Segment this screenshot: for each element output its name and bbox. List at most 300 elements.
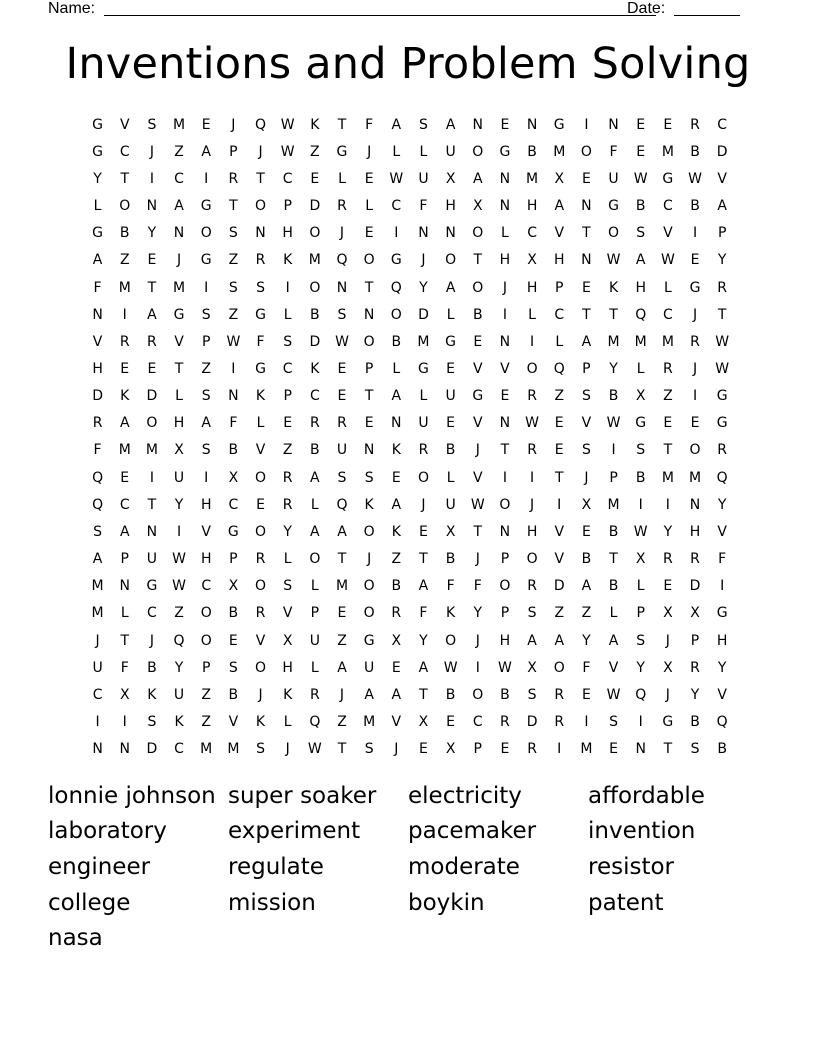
grid-letter: R [92,415,103,432]
grid-letter: P [636,605,645,622]
grid-letter: P [283,198,292,215]
grid-letter: O [608,225,620,242]
grid-letter: E [419,523,428,540]
worksheet-header [48,0,740,20]
grid-letter: D [309,198,321,215]
grid-letter: P [310,605,320,622]
grid-letter: N [146,523,158,540]
grid-letter: P [201,333,211,350]
grid-letter: O [146,415,158,432]
grid-letter: E [554,442,564,459]
grid-letter: F [93,442,102,459]
grid-letter: W [335,333,349,350]
grid-letter: B [690,714,700,731]
grid-letter: V [228,714,239,731]
grid-letter: M [173,279,186,296]
grid-letter: V [255,442,266,459]
grid-letter: E [581,279,591,296]
grid-letter: X [635,388,646,405]
grid-letter: C [147,605,157,622]
grid-letter: M [118,442,131,459]
grid-letter: B [445,686,456,703]
grid-letter: D [526,714,538,731]
grid-letter: M [417,333,430,350]
grid-letter: G [716,415,728,432]
grid-letter: K [364,496,374,513]
grid-letter: N [581,252,592,269]
grid-letter: G [662,170,674,187]
grid-letter: P [364,360,374,377]
grid-letter: D [309,333,321,350]
grid-letter: Z [228,306,239,323]
grid-letter: O [580,143,592,160]
grid-letter: Z [174,605,184,622]
grid-letter: C [472,714,483,731]
grid-letter: H [173,415,185,432]
grid-letter: N [92,741,103,758]
grid-letter: U [418,415,429,432]
word-bank-item: electricity [408,782,522,809]
grid-letter: I [665,496,670,513]
grid-letter: W [688,170,702,187]
grid-letter: N [363,306,375,323]
grid-letter: F [718,551,727,568]
grid-letter: T [609,306,618,323]
grid-letter: T [364,388,374,405]
grid-letter: B [147,659,157,676]
grid-letter: Z [337,632,347,649]
grid-letter: A [472,170,483,187]
grid-letter: D [146,388,158,405]
grid-letter: O [363,252,375,269]
grid-letter: R [255,551,266,568]
grid-letter: T [663,442,673,459]
grid-letter: J [665,632,670,649]
grid-letter: L [310,578,319,595]
grid-letter: E [446,360,456,377]
grid-letter: E [473,333,483,350]
grid-letter: K [310,360,320,377]
grid-letter: S [283,578,293,595]
grid-letter: M [661,143,674,160]
grid-letter: L [365,198,374,215]
grid-letter: R [554,714,565,731]
grid-letter: M [308,252,321,269]
grid-letter: I [502,469,507,486]
grid-letter: U [364,659,375,676]
grid-letter: P [473,741,482,758]
grid-letter: E [500,741,510,758]
grid-letter: M [363,714,376,731]
grid-letter: Q [716,469,728,486]
word-bank-item: nasa [48,925,103,952]
grid-letter: F [93,279,102,296]
grid-letter: N [418,225,429,242]
grid-letter: V [717,686,727,703]
grid-letter: O [255,659,267,676]
grid-letter: V [500,360,510,377]
grid-letter: T [500,442,510,459]
grid-letter: U [309,632,320,649]
grid-letter: Q [716,714,728,731]
grid-letter: J [692,306,698,323]
grid-letter: S [364,469,374,486]
grid-letter: T [147,496,157,513]
grid-letter: X [635,551,646,568]
grid-letter: E [391,469,401,486]
grid-letter: N [363,442,375,459]
grid-letter: E [419,741,428,758]
grid-letter: D [689,578,701,595]
grid-letter: B [119,225,130,242]
grid-letter: S [581,442,591,459]
grid-letter: L [501,225,509,242]
grid-letter: I [475,659,480,676]
grid-letter: A [445,279,456,296]
grid-letter: Y [93,170,102,187]
grid-letter: G [173,306,185,323]
grid-letter: V [201,523,211,540]
grid-letter: M [91,605,104,622]
grid-letter: A [147,306,157,323]
grid-letter: I [122,306,127,323]
grid-letter: I [502,306,507,323]
grid-letter: Z [310,143,320,160]
grid-letter: B [310,306,320,323]
grid-letter: J [339,686,345,703]
grid-letter: M [526,170,539,187]
grid-letter: H [526,198,538,215]
grid-letter: S [690,741,700,758]
grid-letter: Q [635,686,647,703]
grid-letter: B [310,442,320,459]
grid-letter: S [527,605,537,622]
grid-letter: C [92,686,103,703]
grid-letter: I [95,714,100,731]
grid-letter: L [419,143,428,160]
grid-letter: A [174,198,184,215]
grid-letter: B [445,551,456,568]
grid-letter: B [228,686,239,703]
grid-letter: P [717,225,727,242]
grid-letter: O [526,360,538,377]
grid-letter: J [394,741,399,758]
grid-letter: Y [582,632,591,649]
grid-letter: L [310,659,319,676]
grid-letter: P [283,388,292,405]
grid-letter: A [391,496,402,513]
grid-letter: N [92,306,103,323]
grid-letter: L [636,578,645,595]
grid-letter: B [608,578,619,595]
grid-letter: U [92,659,103,676]
grid-letter: N [255,225,266,242]
grid-letter: J [475,551,480,568]
grid-letter: U [445,143,456,160]
grid-letter: M [607,496,620,513]
grid-letter: M [118,279,131,296]
grid-letter: L [120,605,129,622]
grid-letter: C [174,741,184,758]
grid-letter: Y [690,686,700,703]
grid-letter: C [662,306,673,323]
grid-letter: L [528,306,536,323]
grid-letter: W [172,578,186,595]
grid-letter: C [554,306,565,323]
grid-letter: R [527,388,537,405]
grid-letter: R [527,578,537,595]
grid-letter: H [716,632,728,649]
grid-letter: A [310,523,320,540]
grid-letter: W [715,333,730,350]
grid-letter: S [228,225,238,242]
grid-letter: W [470,496,485,513]
grid-letter: T [337,741,347,758]
grid-letter: J [530,496,535,513]
word-bank-item: pacemaker [408,818,537,845]
grid-letter: S [636,225,646,242]
grid-letter: K [174,714,184,731]
grid-letter: B [608,388,619,405]
grid-letter: E [581,686,591,703]
grid-letter: O [526,551,538,568]
grid-letter: I [394,225,399,242]
grid-letter: H [282,659,293,676]
grid-letter: M [634,333,647,350]
grid-letter: K [608,279,619,296]
letter-grid [84,111,736,763]
grid-letter: U [445,496,456,513]
grid-letter: X [391,632,402,649]
grid-letter: S [337,306,347,323]
grid-letter: B [717,741,727,758]
grid-letter: L [392,360,401,377]
grid-letter: T [337,116,347,133]
grid-letter: Z [282,442,293,459]
grid-letter: R [391,605,402,622]
grid-letter: L [555,333,564,350]
grid-letter: J [95,632,100,649]
grid-letter: Z [391,551,402,568]
date-label: Date: [627,0,666,17]
grid-letter: R [147,333,157,350]
grid-letter: X [472,198,483,215]
grid-letter: R [282,496,293,513]
grid-letter: H [200,551,212,568]
grid-letter: O [553,659,565,676]
grid-letter: I [231,360,236,377]
grid-letter: Z [554,388,565,405]
grid-letter: G [390,252,402,269]
grid-letter: M [688,469,702,486]
grid-letter: V [717,170,727,187]
grid-letter: J [475,632,480,649]
grid-letter: B [391,333,402,350]
grid-letter: J [339,225,345,242]
grid-letter: Y [174,496,184,513]
grid-letter: Y [283,523,292,540]
grid-letter: G [200,252,212,269]
grid-letter: E [310,170,320,187]
grid-letter: B [391,578,402,595]
grid-letter: A [310,469,320,486]
grid-letter: Z [554,605,565,622]
grid-letter: I [204,279,209,296]
grid-letter: W [226,333,241,350]
grid-letter: W [715,360,730,377]
grid-letter: G [499,143,511,160]
grid-letter: Y [174,659,184,676]
grid-letter: N [146,198,158,215]
grid-letter: A [581,578,592,595]
grid-letter: W [660,252,675,269]
grid-letter: P [555,279,564,296]
grid-letter: S [201,442,211,459]
grid-letter: X [282,632,293,649]
grid-letter: B [581,551,592,568]
grid-letter: M [661,469,674,486]
grid-letter: J [176,252,182,269]
grid-letter: R [527,442,537,459]
grid-letter: R [717,442,728,459]
grid-letter: E [201,116,211,133]
grid-letter: L [419,388,428,405]
grid-letter: A [119,415,130,432]
grid-letter: B [228,442,239,459]
grid-letter: T [582,306,591,323]
grid-letter: S [283,333,293,350]
grid-letter: E [581,170,591,187]
grid-letter: X [228,578,239,595]
grid-letter: H [635,279,646,296]
grid-letter: L [283,714,292,731]
grid-letter: R [337,198,347,215]
grid-letter: C [119,143,130,160]
grid-letter: T [174,360,184,377]
grid-letter: L [93,198,102,215]
grid-letter: A [337,523,347,540]
grid-letter: Z [119,252,130,269]
grid-letter: P [120,551,129,568]
grid-letter: R [717,279,728,296]
grid-letter: R [690,116,700,133]
grid-letter: X [527,659,537,676]
grid-letter: A [527,632,537,649]
grid-letter: M [91,578,104,595]
page-title: Inventions and Problem Solving [65,39,751,89]
grid-letter: M [173,116,186,133]
grid-letter: N [119,578,130,595]
grid-letter: I [611,442,616,459]
grid-letter: G [608,198,619,215]
grid-letter: Y [609,360,618,377]
grid-letter: V [554,551,565,568]
grid-letter: G [255,306,266,323]
grid-letter: X [554,170,565,187]
grid-letter: J [665,686,670,703]
grid-letter: K [310,116,320,133]
grid-letter: E [337,605,347,622]
grid-letter: Y [663,523,673,540]
grid-letter: S [228,279,238,296]
grid-letter: Q [635,306,647,323]
grid-letter: E [337,360,347,377]
grid-letter: R [690,551,700,568]
grid-letter: E [690,415,700,432]
grid-letter: Y [636,659,645,676]
grid-letter: O [363,605,375,622]
grid-letter: G [418,360,429,377]
grid-letter: E [228,632,238,649]
grid-letter: O [255,469,267,486]
grid-letter: E [554,415,564,432]
grid-letter: N [608,116,619,133]
grid-letter: J [584,469,589,486]
grid-letter: A [201,143,211,160]
grid-letter: O [472,143,484,160]
grid-letter: A [418,578,429,595]
grid-letter: P [229,551,238,568]
grid-letter: U [336,442,348,459]
grid-letter: Q [553,360,565,377]
grid-letter: O [472,279,484,296]
grid-letter: V [119,116,130,133]
grid-letter: I [149,170,154,187]
grid-letter: T [229,198,238,215]
grid-letter: B [608,523,619,540]
grid-letter: L [175,388,183,405]
grid-letter: A [201,415,211,432]
grid-letter: I [638,714,643,731]
grid-letter: F [120,659,129,676]
grid-letter: N [499,198,511,215]
grid-letter: R [309,415,320,432]
grid-letter: G [336,143,348,160]
grid-letter: Q [390,279,402,296]
grid-letter: Y [717,659,727,676]
grid-letter: V [554,225,565,242]
word-bank-item: boykin [408,889,485,916]
word-bank-item: regulate [228,853,324,880]
grid-letter: P [500,551,510,568]
grid-letter: N [581,198,592,215]
grid-letter: Z [581,605,592,622]
grid-letter: I [692,225,698,242]
grid-letter: E [663,578,673,595]
grid-letter: N [526,116,538,133]
grid-letter: C [228,496,239,513]
grid-letter: R [527,741,537,758]
grid-letter: X [174,442,184,459]
grid-letter: Z [663,388,673,405]
grid-letter: F [419,198,428,215]
grid-letter: F [419,605,428,622]
grid-letter: U [418,170,429,187]
grid-letter: R [337,415,347,432]
grid-letter: E [283,415,293,432]
grid-letter: H [526,279,538,296]
grid-letter: O [200,632,212,649]
grid-letter: H [526,523,538,540]
grid-letter: W [443,659,458,676]
grid-letter: Y [419,279,428,296]
grid-letter: V [663,225,673,242]
grid-letter: L [338,170,346,187]
grid-letter: V [608,659,619,676]
grid-letter: A [581,333,592,350]
grid-letter: F [365,116,374,133]
grid-letter: M [661,333,674,350]
